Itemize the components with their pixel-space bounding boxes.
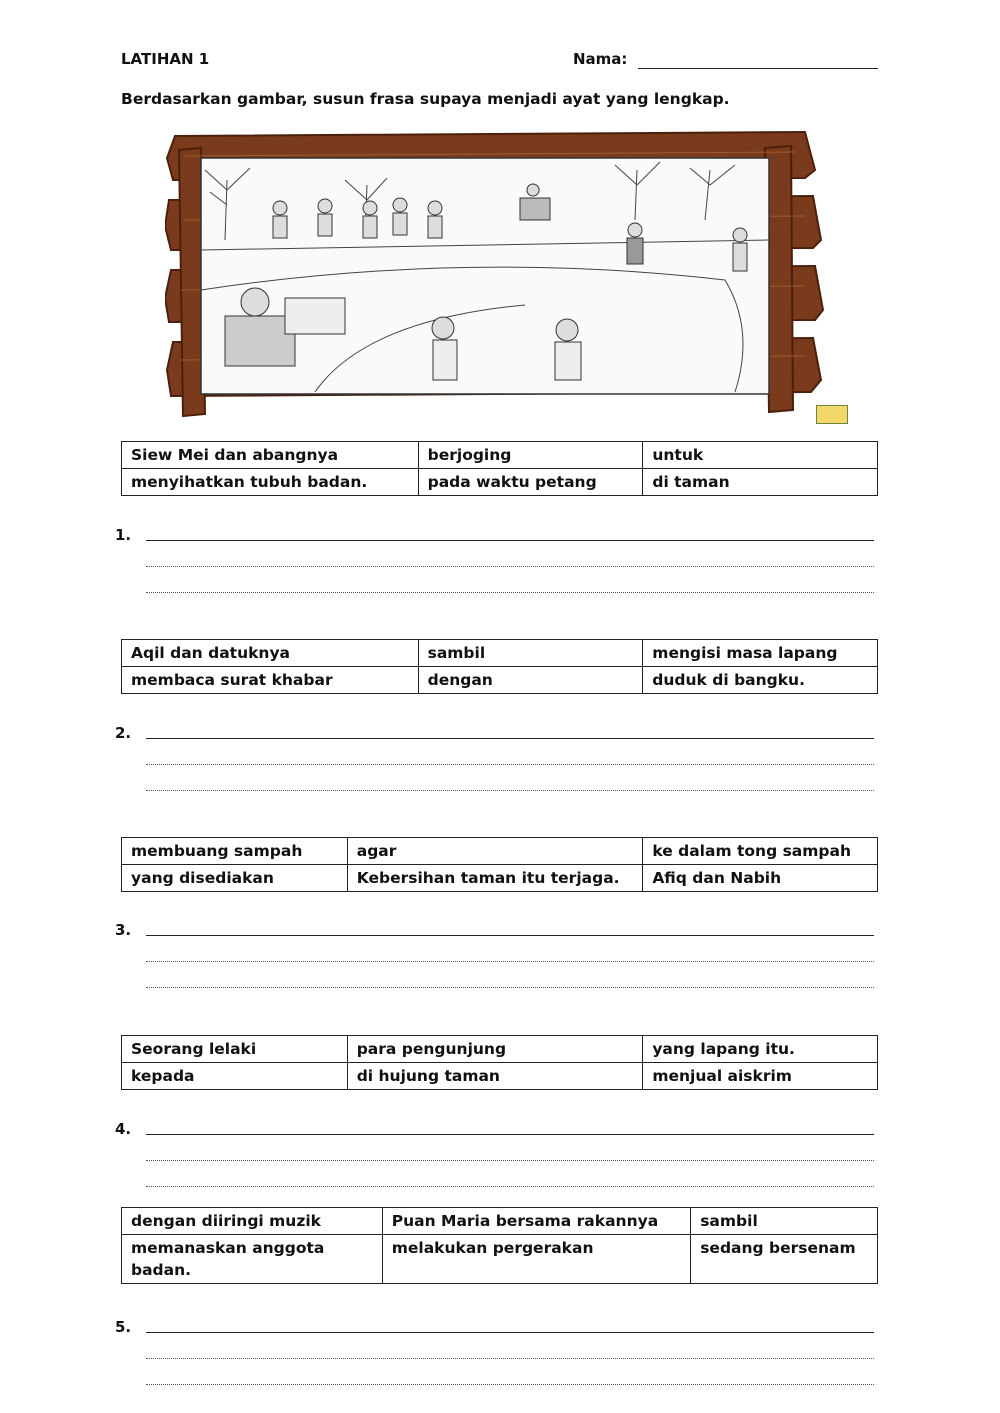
phrase-cell: Aqil dan datuknya <box>122 640 419 667</box>
phrase-table-3 <box>121 837 878 892</box>
phrase-cell: Afiq dan Nabih <box>643 865 878 892</box>
phrase-cell: sedang bersenam <box>691 1235 878 1284</box>
phrase-cell: yang lapang itu. <box>643 1036 878 1063</box>
question-number-4: 4. <box>115 1120 132 1138</box>
answer-line[interactable] <box>146 592 874 593</box>
phrase-cell: ke dalam tong sampah <box>643 838 878 865</box>
phrase-cell: memanaskan anggota badan. <box>122 1235 383 1284</box>
phrase-cell: kepada <box>122 1063 348 1090</box>
answer-line[interactable] <box>146 961 874 962</box>
answer-line[interactable] <box>146 1332 874 1333</box>
answer-line[interactable] <box>146 764 874 765</box>
phrase-cell: pada waktu petang <box>418 469 643 496</box>
answer-line[interactable] <box>146 1186 874 1187</box>
question-number-1: 1. <box>115 526 132 544</box>
answer-line[interactable] <box>146 935 874 936</box>
phrase-cell: untuk <box>643 442 878 469</box>
phrase-cell: dengan diiringi muzik <box>122 1208 383 1235</box>
phrase-cell: Seorang lelaki <box>122 1036 348 1063</box>
phrase-table-4 <box>121 1035 878 1090</box>
answer-line[interactable] <box>146 1384 874 1385</box>
name-input-line[interactable] <box>638 68 878 69</box>
instruction-text: Berdasarkan gambar, susun frasa supaya menjadi ayat yang lengkap. <box>121 90 730 108</box>
name-label: Nama: <box>573 50 628 68</box>
phrase-cell: menjual aiskrim <box>643 1063 878 1090</box>
answer-line[interactable] <box>146 790 874 791</box>
phrase-cell: di taman <box>643 469 878 496</box>
phrase-cell: duduk di bangku. <box>643 667 878 694</box>
answer-line[interactable] <box>146 540 874 541</box>
phrase-cell: Kebersihan taman itu terjaga. <box>347 865 643 892</box>
answer-line[interactable] <box>146 1134 874 1135</box>
answer-line[interactable] <box>146 987 874 988</box>
phrase-table-5 <box>121 1207 878 1284</box>
park-scene-illustration <box>165 130 825 420</box>
phrase-table-1 <box>121 441 878 496</box>
activity-badge-icon <box>816 405 848 424</box>
answer-line[interactable] <box>146 1358 874 1359</box>
phrase-cell: di hujung taman <box>347 1063 643 1090</box>
phrase-cell: membaca surat khabar <box>122 667 419 694</box>
phrase-cell: sambil <box>418 640 643 667</box>
phrase-cell: yang disediakan <box>122 865 348 892</box>
phrase-cell: agar <box>347 838 643 865</box>
phrase-cell: dengan <box>418 667 643 694</box>
phrase-cell: menyihatkan tubuh badan. <box>122 469 419 496</box>
answer-line[interactable] <box>146 566 874 567</box>
phrase-table-2 <box>121 639 878 694</box>
phrase-cell: mengisi masa lapang <box>643 640 878 667</box>
answer-line[interactable] <box>146 1160 874 1161</box>
phrase-cell: para pengunjung <box>347 1036 643 1063</box>
question-number-5: 5. <box>115 1318 132 1336</box>
phrase-cell: berjoging <box>418 442 643 469</box>
question-number-3: 3. <box>115 921 132 939</box>
phrase-cell: Siew Mei dan abangnya <box>122 442 419 469</box>
question-number-2: 2. <box>115 724 132 742</box>
answer-line[interactable] <box>146 738 874 739</box>
phrase-cell: melakukan pergerakan <box>382 1235 690 1284</box>
phrase-cell: sambil <box>691 1208 878 1235</box>
phrase-cell: membuang sampah <box>122 838 348 865</box>
worksheet-title: LATIHAN 1 <box>121 50 210 68</box>
phrase-cell: Puan Maria bersama rakannya <box>382 1208 690 1235</box>
